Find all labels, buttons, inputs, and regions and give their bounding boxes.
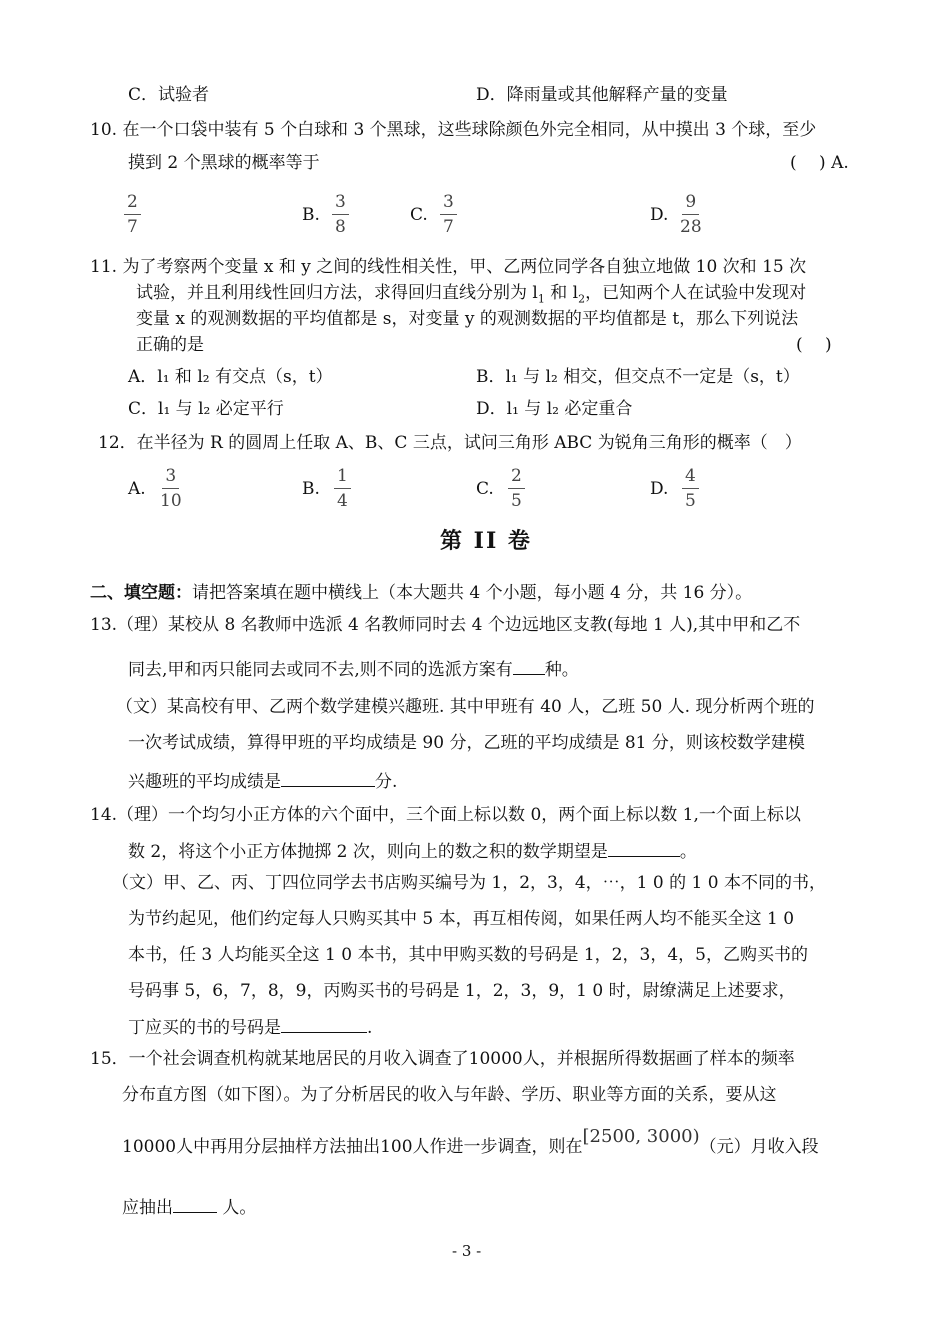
- fraction-numerator: 4: [682, 466, 699, 489]
- q12-option-d-fraction: [682, 466, 699, 511]
- q13-arts-line3: [128, 768, 397, 793]
- q14-science-answer-blank[interactable]: [608, 838, 680, 857]
- page-number: - 3 -: [452, 1242, 482, 1260]
- q14-arts-line1: （文）甲、乙、丙、丁四位同学去书店购买编号为 1，2，3，4，⋯，1 0 的 1 0 本不同的书，: [112, 873, 826, 893]
- fraction-denominator: 28: [680, 217, 702, 237]
- q15-stem-line4-tail: 人。: [217, 1198, 257, 1218]
- fill-in-heading: [90, 582, 752, 604]
- q15-stem-line2: 分布直方图（如下图）。为了分析居民的收入与年龄、学历、职业等方面的关系，要从这: [122, 1085, 777, 1105]
- q12-option-c-fraction: [508, 466, 525, 511]
- q14-arts-line5-tail: .: [367, 1018, 373, 1038]
- q15-stem-line3-tail: （元）月收入段: [699, 1137, 819, 1157]
- q14-arts-line2: 为节约起见，他们约定每人只购买其中 5 本，再互相传阅，如果任两人均不能买全这 1 0: [128, 909, 795, 929]
- q10-option-b-label: B.: [302, 205, 320, 225]
- q12-option-d-label: D.: [650, 479, 669, 499]
- q11-option-b: B．l₁ 与 l₂ 相交，但交点不一定是（s，t）: [476, 367, 800, 387]
- fraction-denominator: 5: [685, 491, 696, 511]
- section-title: 第 II 卷: [440, 528, 532, 554]
- fraction-denominator: 7: [127, 217, 138, 237]
- q13-arts-line1: （文）某高校有甲、乙两个数学建模兴趣班. 其中甲班有 40 人，乙班 50 人. 现分析两个班的: [116, 697, 815, 717]
- fraction-denominator: 8: [335, 217, 346, 237]
- q13-science-line2-text: 同去,甲和丙只能同去或同不去,则不同的选派方案有: [128, 660, 513, 680]
- q10-option-d-label: D.: [650, 205, 669, 225]
- q11-stem-line2: 试验，并且利用线性回归方法，求得回归直线分别为 $l_1$ 和 $l_2$，已知两个人在试验中发现对: [136, 283, 807, 306]
- q11-option-a: A．l₁ 和 l₂ 有交点（s，t）: [128, 367, 333, 387]
- q12-option-a-label: A.: [128, 479, 146, 499]
- fill-in-heading-label: 二、填空题：: [90, 583, 192, 603]
- q14-arts-answer-blank[interactable]: [281, 1014, 367, 1033]
- q14-arts-line5: [128, 1014, 372, 1039]
- q10-option-c-label: C.: [410, 205, 428, 225]
- fraction-numerator: 9: [682, 192, 699, 215]
- q13-science-line2: [128, 656, 579, 681]
- q12-option-b-fraction: [334, 466, 351, 511]
- q10-stem-line1: 10. 在一个口袋中装有 5 个白球和 3 个黑球，这些球除颜色外完全相同，从中摸出 3 个球，至少: [90, 120, 817, 140]
- q10-option-d-fraction: [680, 192, 702, 237]
- q12-stem: 12．在半径为 R 的圆周上任取 A、B、C 三点，试问三角形 ABC 为锐角三角形的概率（ ）: [98, 433, 802, 453]
- fraction-denominator: 4: [337, 491, 348, 511]
- q10-option-c-fraction: [440, 192, 457, 237]
- q9-option-c: C．试验者: [128, 85, 210, 105]
- q13-science-line1: 13.（理）某校从 8 名教师中选派 4 名教师同时去 4 个边远地区支教(每地 1 人),其中甲和乙不: [90, 615, 801, 635]
- q14-science-line2: [128, 838, 697, 863]
- q14-science-line1: 14.（理）一个均匀小正方体的六个面中，三个面上标以数 0，两个面上标以数 1,一个面上标以: [90, 805, 801, 825]
- q12-option-a-fraction: [160, 466, 182, 511]
- q11-stem-line2-text: 试验，并且利用线性回归方法，求得回归直线分别为 l: [136, 283, 538, 303]
- q10-stem-line2: 摸到 2 个黑球的概率等于: [128, 153, 320, 173]
- q11-stem-line4: 正确的是: [136, 335, 204, 355]
- q14-science-line2-tail: 。: [679, 842, 697, 862]
- q15-stem-line3: [122, 1126, 819, 1158]
- q11-stem-line1: 11. 为了考察两个变量 x 和 y 之间的线性相关性，甲、乙两位同学各自独立地做 10 次和 15 次: [90, 257, 807, 277]
- q13-science-answer-blank[interactable]: [513, 656, 545, 675]
- fraction-denominator: 10: [160, 491, 182, 511]
- q13-science-line2-tail: 种。: [544, 660, 579, 680]
- fraction-numerator: 2: [124, 192, 141, 215]
- q10-option-a-fraction: [124, 192, 141, 237]
- fraction-numerator: 3: [440, 192, 457, 215]
- q14-arts-line4: 号码事 5，6，7，8，9，丙购买书的号码是 1，2，3，9，1 0 时，尉缭满足上述要求，: [128, 981, 796, 1001]
- q11-option-d: D．l₁ 与 l₂ 必定重合: [476, 399, 633, 419]
- q13-arts-line3-text: 兴趣班的平均成绩是: [128, 772, 281, 792]
- q11-option-c: C．l₁ 与 l₂ 必定平行: [128, 399, 284, 419]
- q10-option-b-fraction: [332, 192, 349, 237]
- q15-income-interval: [2500, 3000): [582, 1126, 700, 1147]
- q11-stem-line3: 变量 x 的观测数据的平均值都是 s，对变量 y 的观测数据的平均值都是 t，那么下列说法: [136, 309, 799, 329]
- q12-option-b-label: B.: [302, 479, 320, 499]
- q14-arts-line3: 本书，任 3 人均能买全这 1 0 本书，其中甲购买数的号码是 1，2，3，4，5，乙购买书的: [128, 945, 808, 965]
- fraction-numerator: 3: [332, 192, 349, 215]
- fraction-numerator: 1: [334, 466, 351, 489]
- q13-arts-line2: 一次考试成绩，算得甲班的平均成绩是 90 分，乙班的平均成绩是 81 分，则该校数学建模: [128, 733, 805, 753]
- fraction-numerator: 2: [508, 466, 525, 489]
- fraction-denominator: 5: [511, 491, 522, 511]
- q10-answer-bracket: ( ) A.: [790, 153, 849, 173]
- q13-arts-line3-tail: 分.: [375, 772, 398, 792]
- q12-option-c-label: C.: [476, 479, 494, 499]
- q15-stem-line3-text: 10000人中再用分层抽样方法抽出100人作进一步调查，则在: [122, 1137, 583, 1157]
- q14-science-line2-text: 数 2，将这个小正方体抛掷 2 次，则向上的数之积的数学期望是: [128, 842, 608, 862]
- q14-arts-line5-text: 丁应买的书的号码是: [128, 1018, 281, 1038]
- q13-arts-answer-blank[interactable]: [281, 768, 375, 787]
- q15-answer-blank[interactable]: [173, 1194, 217, 1213]
- fill-in-instruction: 请把答案填在题中横线上（本大题共 4 个小题，每小题 4 分，共 16 分）。: [192, 583, 753, 603]
- q15-stem-line4: [122, 1194, 256, 1219]
- q15-stem-line4-text: 应抽出: [122, 1198, 173, 1218]
- fraction-denominator: 7: [443, 217, 454, 237]
- fraction-numerator: 3: [162, 466, 179, 489]
- q11-answer-bracket: ( ): [796, 335, 832, 355]
- q9-option-d: D．降雨量或其他解释产量的变量: [476, 85, 728, 105]
- q15-stem-line1: 15．一个社会调查机构就某地居民的月收入调查了10000人，并根据所得数据画了样本的频率: [90, 1049, 795, 1069]
